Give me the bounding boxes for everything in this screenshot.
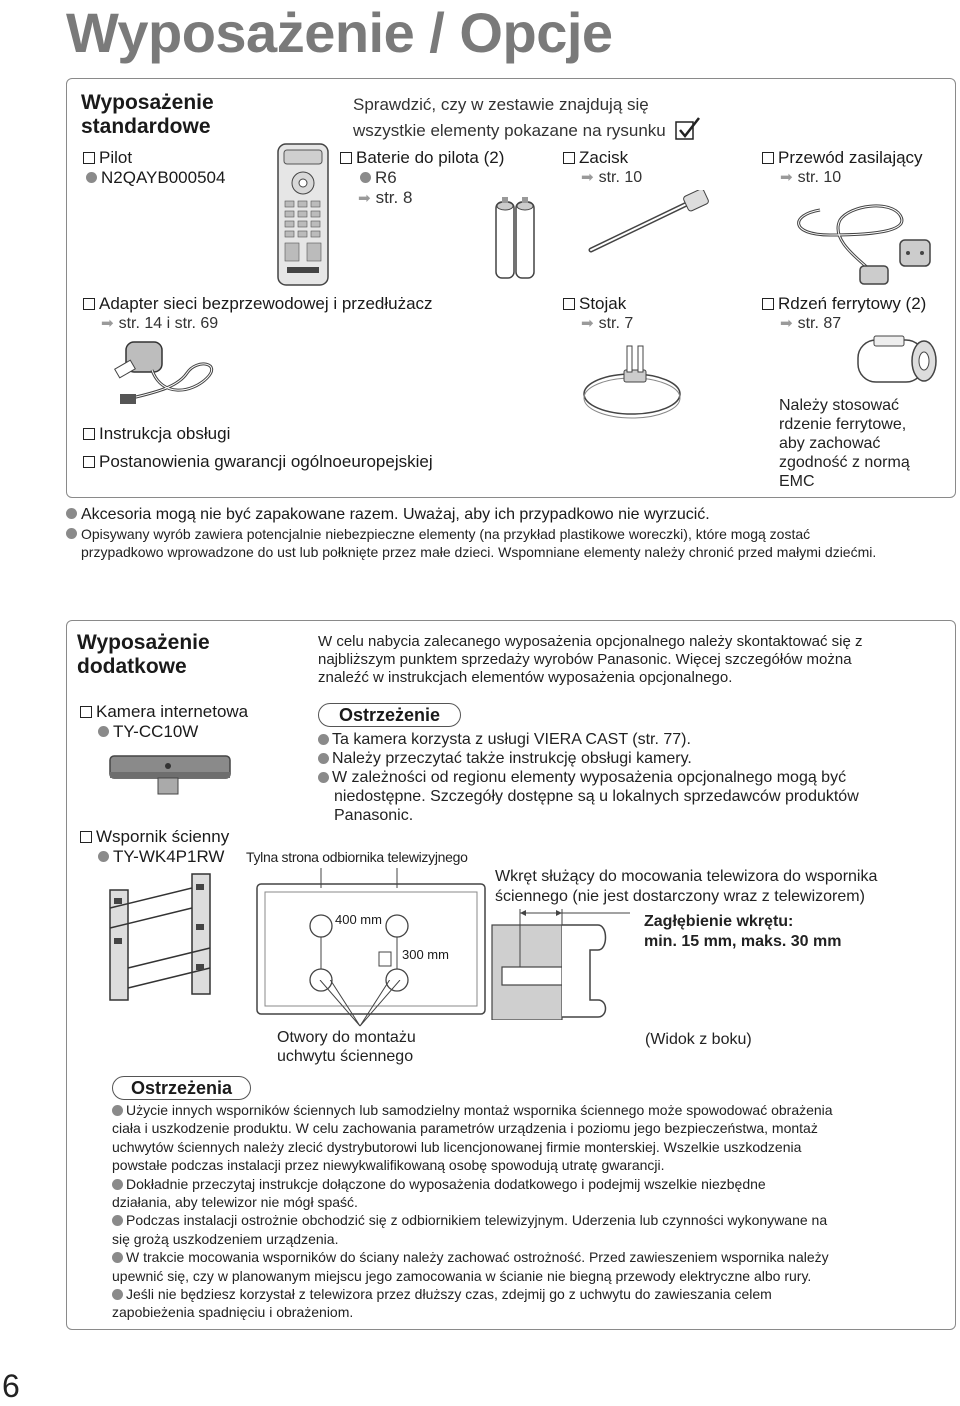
item-wireless-adapter: Adapter sieci bezprzewodowej i przedłużacz ➡ str. 14 i str. 69: [83, 294, 433, 334]
checkbox-icon: [762, 152, 774, 164]
camera-caution-list: Ta kamera korzysta z usługi VIERA CAST (str. 77). Należy przeczytać także instrukcję obsługi kamery. W zależności od regionu elementy wyposażenia opcjonalnego mogą być niedostępne. Szczegóły dostępne są u lokalnych sprzedawców produktów Panasonic.: [318, 730, 859, 825]
warnings-title: Ostrzeżenia: [112, 1076, 251, 1100]
checkbox-icon: [83, 152, 95, 164]
arrow-icon: ➡: [358, 190, 371, 207]
item-clamp: Zacisk ➡ str. 10: [563, 148, 642, 188]
bullet-icon: [112, 1289, 123, 1300]
checkbox-icon: [80, 706, 92, 718]
standard-intro: Sprawdzić, czy w zestawie znajdują się wszystkie elementy pokazane na rysunku: [353, 94, 701, 146]
arrow-icon: ➡: [780, 315, 793, 332]
item-warranty: Postanowienia gwarancji ogólnoeuropejskiej: [83, 452, 433, 472]
bullet-icon: [98, 726, 109, 737]
item-camera: Kamera internetowa TY-CC10W: [80, 702, 248, 742]
batteries-image: [494, 196, 540, 287]
item-power-cord: Przewód zasilający ➡ str. 10: [762, 148, 923, 188]
standard-section-title: Wyposażenie standardowe: [81, 91, 214, 138]
bullet-icon: [112, 1215, 123, 1226]
bullet-icon: [318, 734, 329, 745]
camera-caution-title: Ostrzeżenie: [318, 703, 461, 727]
arrow-icon: ➡: [101, 315, 114, 332]
page-number: 6: [2, 1368, 20, 1404]
arrow-icon: ➡: [780, 169, 793, 186]
bullet-icon: [112, 1179, 123, 1190]
arrow-icon: ➡: [581, 169, 594, 186]
bullet-icon: [112, 1105, 123, 1116]
wall-bracket-image: [100, 868, 230, 1008]
mounting-holes-callout: [300, 980, 420, 1035]
checkmark-icon: [675, 116, 701, 146]
item-batteries: Baterie do pilota (2) R6 ➡ str. 8: [340, 148, 504, 209]
optional-intro: W celu nabycia zalecanego wyposażenia opcjonalnego należy skontaktować się z najbliższym punktem sprzedaży wyrobów Panasonic. Więcej szczegółów można znaleźć w instrukcjach elementów wyposażenia opcjonalnego.: [318, 633, 863, 686]
screw-description: Wkręt służący do mocowania telewizora do wspornika ściennego (nie jest dostarczony wraz z telewizorem): [495, 868, 878, 905]
bullet-icon: [318, 772, 329, 783]
screw-depth-label: Zagłębienie wkrętu: min. 15 mm, maks. 30 mm: [644, 913, 842, 950]
bullet-icon: [360, 172, 371, 183]
bullet-icon: [98, 851, 109, 862]
item-remote: Pilot N2QAYB000504: [83, 148, 225, 188]
bullet-icon: [318, 753, 329, 764]
optional-section-title: Wyposażenie dodatkowe: [77, 631, 210, 678]
checkbox-icon: [83, 298, 95, 310]
bullet-icon: [86, 172, 97, 183]
camera-image: [108, 752, 233, 803]
dimension-300-label: 300 mm: [402, 947, 449, 962]
accessory-note-2: Opisywany wyrób zawiera potencjalnie niebezpieczne elementy (na przykład plastikowe woreczki), które mogą zostać przypadkowo wprowadzone do ust lub połknięte przez małe dzieci. Wspomniane elementy należy chronić przed małymi dziećmi.: [66, 525, 876, 561]
item-manual: Instrukcja obsługi: [83, 424, 230, 444]
power-cord-image: [790, 190, 940, 295]
side-view-diagram: [490, 905, 635, 1025]
item-stand: Stojak ➡ str. 7: [563, 294, 633, 334]
item-ferrite-core: Rdzeń ferrytowy (2) ➡ str. 87: [762, 294, 926, 334]
bullet-icon: [112, 1252, 123, 1263]
arrow-icon: ➡: [581, 315, 594, 332]
checkbox-icon: [340, 152, 352, 164]
checkbox-icon: [563, 298, 575, 310]
side-view-label: (Widok z boku): [645, 1031, 752, 1048]
ferrite-core-image: [848, 334, 944, 399]
checkbox-icon: [563, 152, 575, 164]
checkbox-icon: [83, 456, 95, 468]
cable-clamp-image: [585, 190, 715, 259]
checkbox-icon: [80, 831, 92, 843]
dimension-400-label: 400 mm: [335, 912, 382, 927]
page-title: Wyposażenie / Opcje: [66, 1, 613, 64]
remote-control-image: [277, 143, 329, 291]
ferrite-note: Należy stosować rdzenie ferrytowe, aby zachować zgodność z normą EMC: [779, 397, 910, 490]
stand-image: [580, 342, 690, 427]
warnings-list: Użycie innych wsporników ściennych lub samodzielny montaż wspornika ściennego może spowodować obrażenia ciała i uszkodzenie produktu. W celu zachowania parametrów urządzenia i poziomu jego bezpieczeństwa, montaż uchwytów ściennych należy zlecić dystrybutorowi lub licencjonowanej firmie monterskiej. Wszelkie uszkodzenia powstałe podczas instalacji przez niewykwalifikowaną osobę spowodują utratę gwarancji. Dokładnie przeczytaj instrukcje dołączone do wyposażenia dodatkowego i podejmij wszelkie niezbędne działania, aby telewizor nie mógł spaść. Podczas instalacji ostrożnie obchodzić się z odbiornikiem telewizyjnym. Uderzenia lub czynności wykonywane na się grożą uszkodzeniem urządzenia. W trakcie mocowania wsporników do ściany należy zachować ostrożność. Przed zawieszeniem wspornika należy upewnić się, czy w planowanym miejscu jego zamocowania w ścianie nie biegną przewody elektryczne albo rury. Jeśli nie będziesz korzystał z telewizora przez dłuższy czas, zdejmij go z uchwytu do zawieszania celem zapobieżenia spadnięciu i obrażeniom.: [112, 1102, 833, 1321]
item-wall-bracket: Wspornik ścienny TY-WK4P1RW: [80, 827, 229, 867]
checkbox-icon: [83, 428, 95, 440]
tv-back-label: Tylna strona odbiornika telewizyjnego: [246, 849, 468, 865]
wireless-adapter-image: [112, 338, 232, 415]
checkbox-icon: [762, 298, 774, 310]
bullet-icon: [66, 508, 77, 519]
mounting-holes-label: Otwory do montażu uchwytu ściennego: [277, 1029, 416, 1065]
accessory-note-1: Akcesoria mogą nie być zapakowane razem. Uważaj, aby ich przypadkowo nie wyrzucić.: [66, 505, 710, 524]
bullet-icon: [66, 528, 77, 539]
